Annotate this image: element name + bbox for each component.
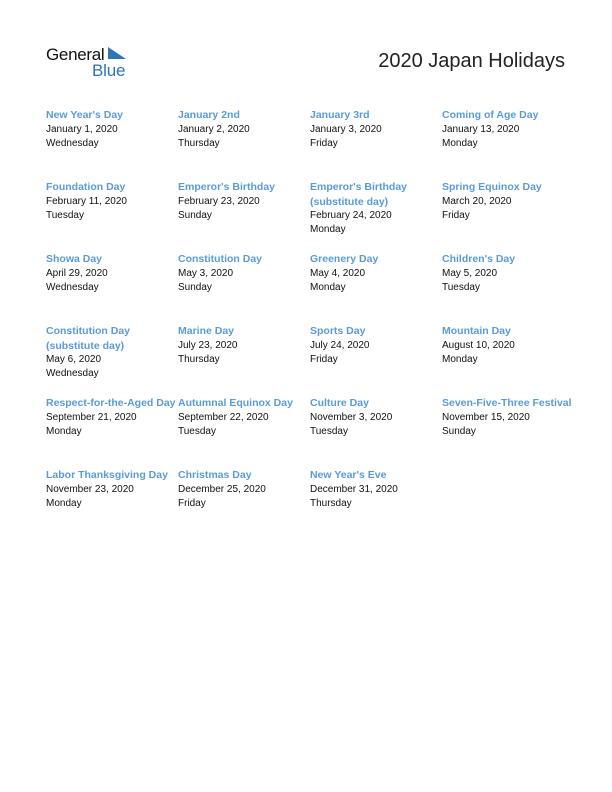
holiday-name: Christmas Day [178, 469, 252, 481]
holiday-date: November 3, 2020 [310, 411, 393, 423]
holiday-name: Constitution Day [178, 253, 262, 265]
holiday-item [442, 108, 574, 180]
holiday-weekday: Friday [442, 209, 470, 221]
holiday-weekday: Monday [442, 137, 478, 149]
holiday-date: May 6, 2020 [46, 354, 102, 365]
holiday-date: April 29, 2020 [46, 267, 108, 279]
holiday-name: January 3rd [310, 109, 370, 121]
page-title: 2020 Japan Holidays [378, 50, 565, 72]
holiday-item [178, 324, 310, 396]
holiday-name: Emperor's Birthday [178, 181, 276, 193]
holiday-weekday: Sunday [442, 425, 476, 437]
holiday-date: November 15, 2020 [442, 411, 530, 423]
holiday-date: December 25, 2020 [178, 483, 266, 495]
holiday-weekday: Tuesday [310, 425, 348, 437]
holiday-date: December 31, 2020 [310, 483, 398, 495]
holiday-name: Spring Equinox Day [442, 181, 542, 193]
flag-icon [108, 47, 126, 61]
holiday-name: Mountain Day [442, 325, 511, 337]
holiday-name: January 2nd [178, 109, 240, 121]
holiday-item [310, 252, 442, 324]
holiday-date: January 3, 2020 [310, 123, 382, 135]
holiday-item [310, 396, 442, 468]
holiday-name: Respect-for-the-Aged Day [46, 397, 176, 409]
holiday-weekday: Wednesday [46, 137, 99, 149]
holiday-weekday: Tuesday [442, 281, 480, 293]
holiday-date: March 20, 2020 [442, 195, 512, 207]
logo [46, 45, 136, 79]
holiday-date: May 3, 2020 [178, 267, 234, 279]
holiday-weekday: Tuesday [178, 425, 216, 437]
holiday-date: September 22, 2020 [178, 411, 269, 423]
holiday-weekday: Monday [46, 425, 82, 437]
holiday-name: Constitution Day (substitute day) [46, 325, 130, 352]
holiday-item [310, 468, 442, 540]
holiday-grid [46, 108, 586, 540]
holiday-name: Coming of Age Day [442, 109, 539, 121]
holiday-date: February 11, 2020 [46, 195, 127, 207]
holiday-item [178, 180, 310, 252]
holiday-weekday: Monday [310, 281, 346, 293]
holiday-weekday: Wednesday [46, 368, 99, 379]
holiday-name: Emperor's Birthday (substitute day) [310, 181, 408, 208]
holiday-item [46, 108, 178, 180]
logo-word-general: General [46, 45, 105, 64]
holiday-weekday: Friday [310, 137, 338, 149]
holiday-date: November 23, 2020 [46, 483, 134, 495]
holiday-weekday: Thursday [178, 353, 220, 365]
holiday-item [310, 108, 442, 180]
holiday-item [442, 396, 574, 468]
holiday-item [310, 180, 442, 252]
holiday-item [178, 396, 310, 468]
holiday-name: Marine Day [178, 325, 235, 337]
holiday-item [46, 324, 178, 396]
holiday-weekday: Wednesday [46, 281, 99, 293]
holiday-item [442, 180, 574, 252]
holiday-date: May 5, 2020 [442, 267, 498, 279]
holiday-name: Culture Day [310, 397, 369, 409]
holiday-item [46, 180, 178, 252]
holiday-weekday: Monday [46, 497, 82, 509]
holiday-date: January 13, 2020 [442, 123, 520, 135]
holiday-date: August 10, 2020 [442, 339, 515, 351]
holiday-name: Children's Day [442, 253, 516, 265]
holiday-date: February 24, 2020 [310, 210, 392, 221]
holiday-item [310, 324, 442, 396]
holiday-date: February 23, 2020 [178, 195, 260, 207]
holiday-weekday: Sunday [178, 209, 212, 221]
holiday-weekday: Sunday [178, 281, 212, 293]
holiday-weekday: Tuesday [46, 209, 84, 221]
holiday-date: July 24, 2020 [310, 339, 370, 351]
holiday-name: Labor Thanksgiving Day [46, 469, 168, 481]
holiday-item [46, 252, 178, 324]
holiday-name: New Year's Eve [310, 469, 387, 481]
holiday-weekday: Friday [178, 497, 206, 509]
holiday-item [442, 252, 574, 324]
holiday-item [442, 324, 574, 396]
holiday-item [178, 468, 310, 540]
holiday-name: Greenery Day [310, 253, 379, 265]
holiday-name: Autumnal Equinox Day [178, 397, 293, 409]
holiday-date: May 4, 2020 [310, 267, 366, 279]
holiday-weekday: Monday [442, 353, 478, 365]
holiday-item [46, 468, 178, 540]
holiday-name: Foundation Day [46, 181, 126, 193]
holiday-date: January 2, 2020 [178, 123, 250, 135]
holiday-date: July 23, 2020 [178, 339, 238, 351]
holiday-weekday: Thursday [178, 137, 220, 149]
holiday-date: September 21, 2020 [46, 411, 137, 423]
holiday-weekday: Friday [310, 353, 338, 365]
holiday-weekday: Thursday [310, 497, 352, 509]
holiday-date: January 1, 2020 [46, 123, 118, 135]
holiday-name: Seven-Five-Three Festival [442, 397, 572, 409]
holiday-name: Sports Day [310, 325, 366, 337]
holiday-weekday: Monday [310, 224, 346, 235]
logo-word-blue: Blue [92, 61, 126, 80]
holiday-item [178, 108, 310, 180]
holiday-item [178, 252, 310, 324]
holiday-name: Showa Day [46, 253, 103, 265]
holiday-name: New Year's Day [46, 109, 124, 121]
holiday-item [46, 396, 178, 468]
